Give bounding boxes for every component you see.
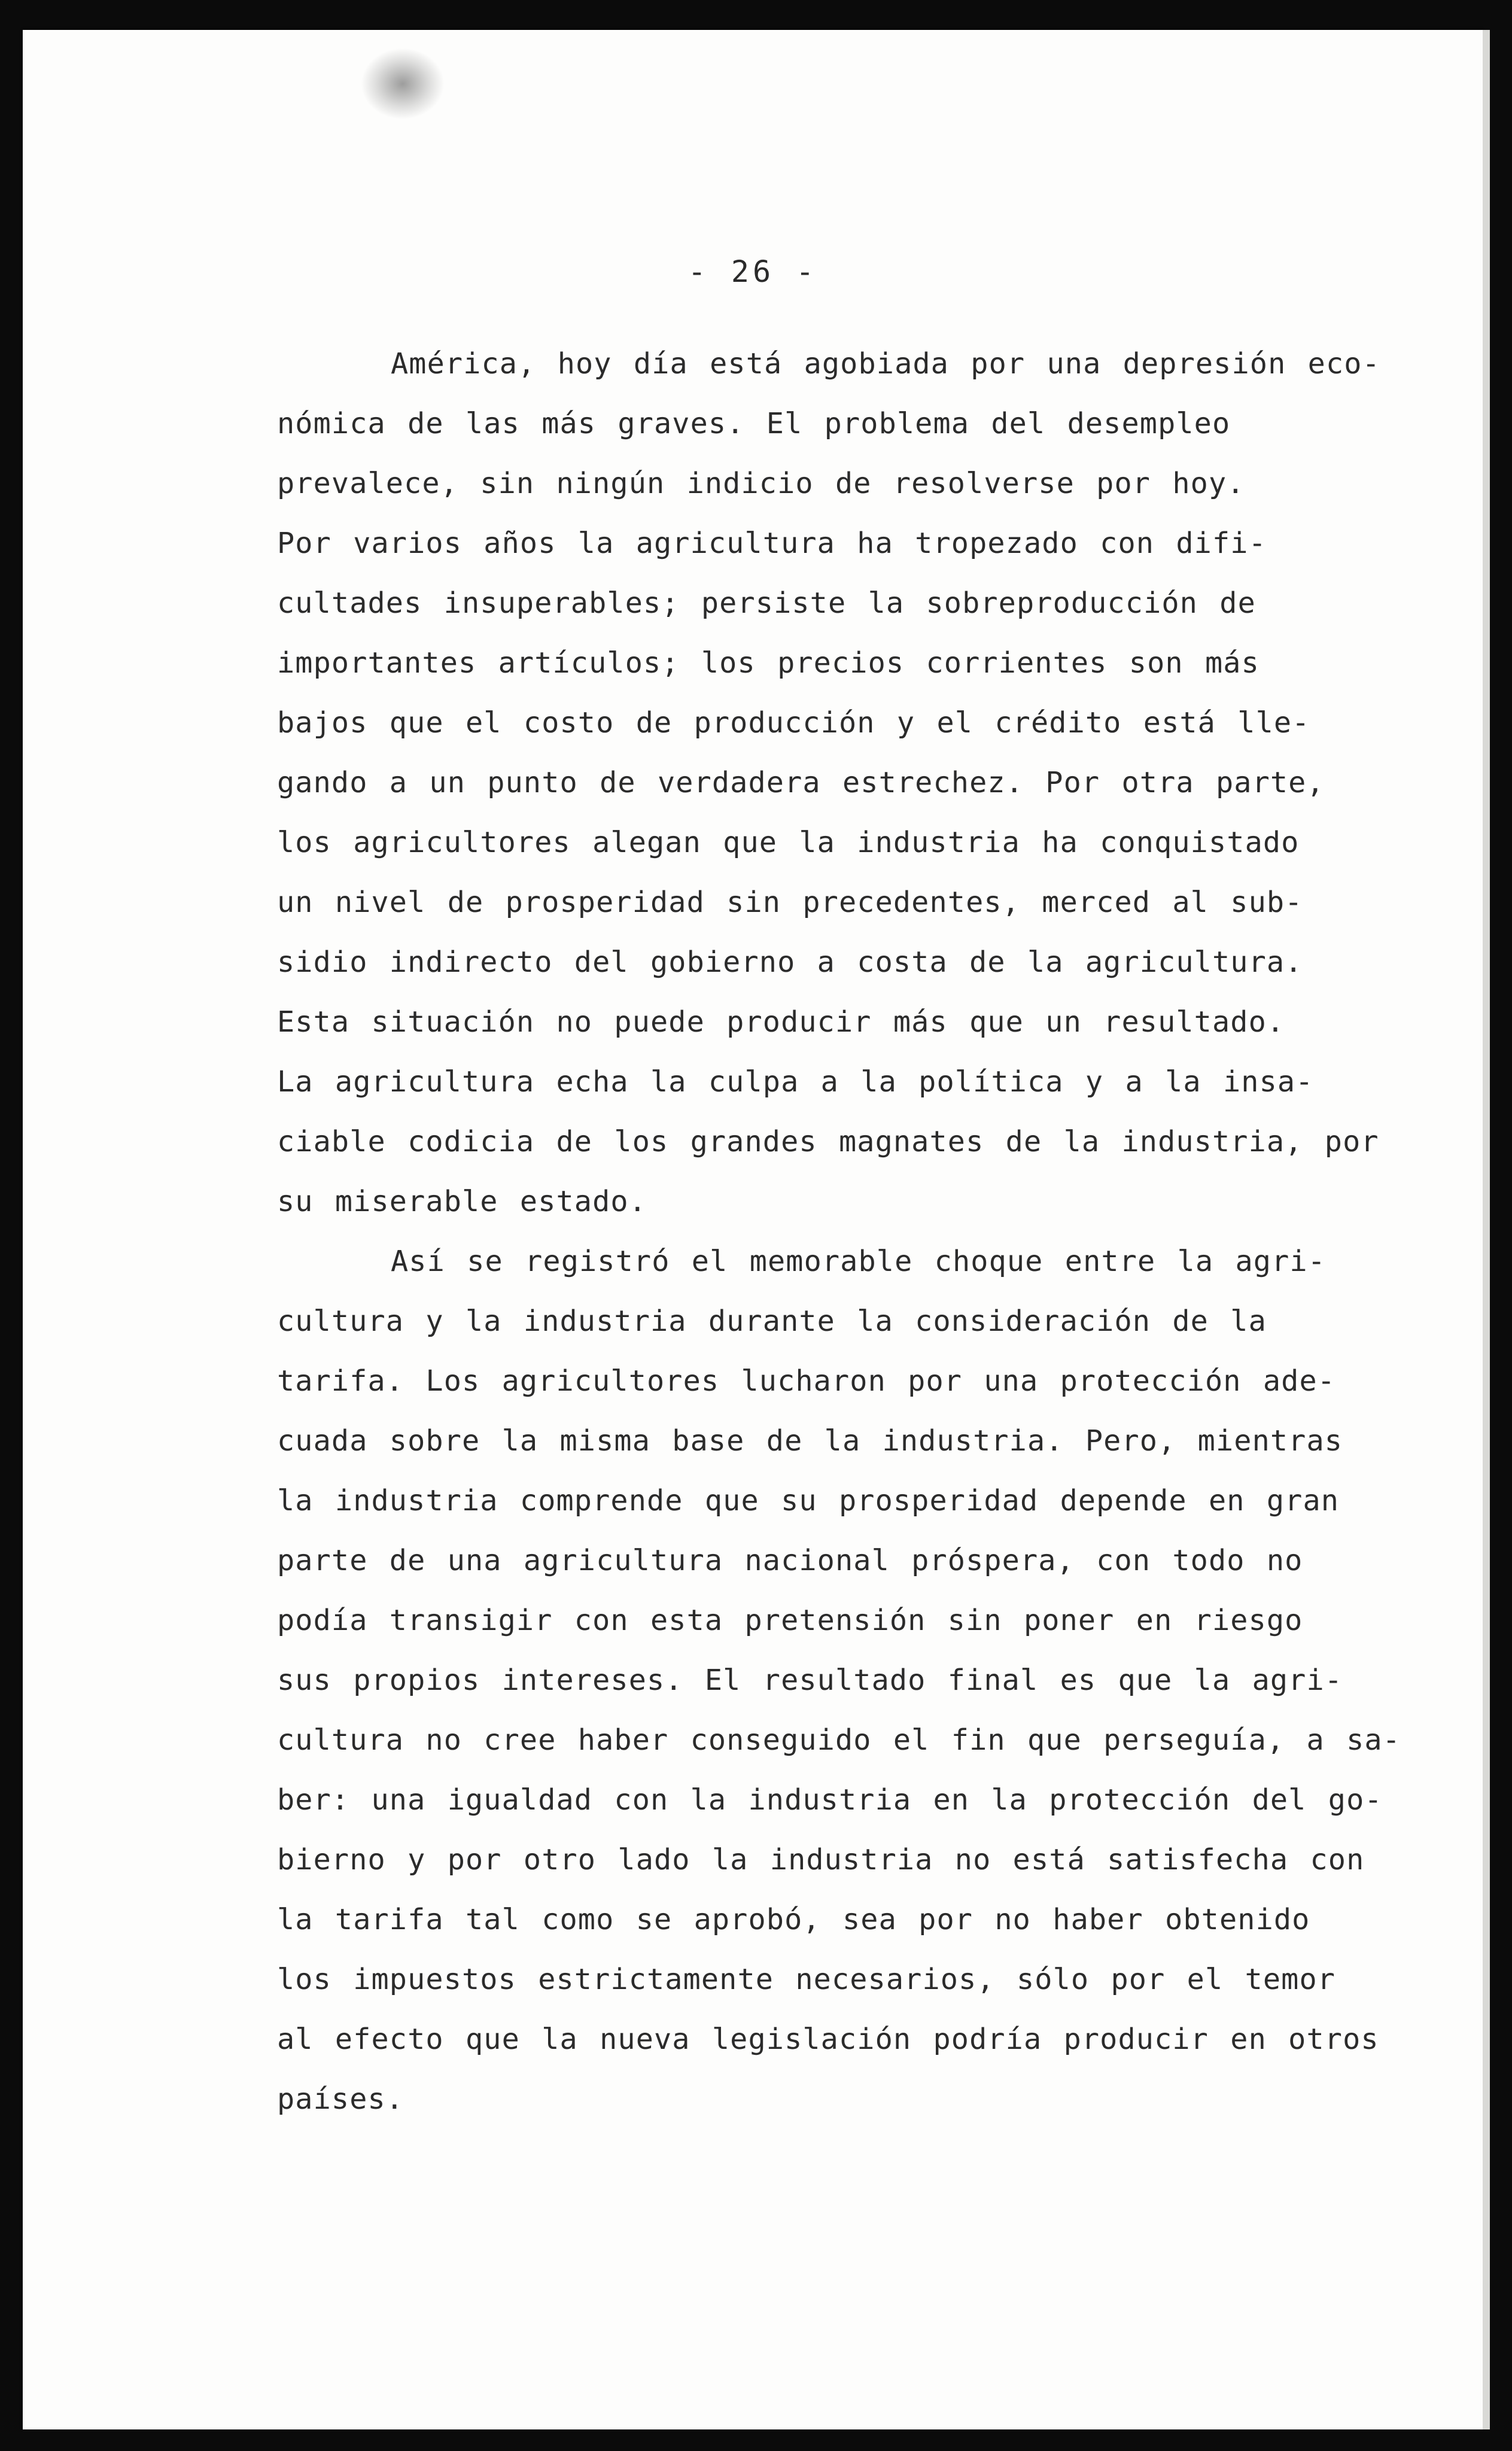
- text-line: bajos que el costo de producción y el crédito está lle-: [277, 706, 1310, 740]
- text-line: países.: [277, 2082, 404, 2116]
- text-line: Por varios años la agricultura ha tropezado con difi-: [277, 527, 1267, 560]
- text-line: Esta situación no puede producir más que un resultado.: [277, 1005, 1285, 1039]
- text-line: podía transigir con esta pretensión sin poner en riesgo: [277, 1604, 1303, 1637]
- text-line: cultura no cree haber conseguido el fin que perseguía, a sa-: [277, 1723, 1401, 1757]
- body-text: [277, 334, 1401, 2129]
- page-edge: [1483, 30, 1490, 2429]
- text-line: la industria comprende que su prosperidad depende en gran: [277, 1484, 1340, 1518]
- text-line: ber: una igualdad con la industria en la protección del go-: [277, 1783, 1383, 1817]
- text-line: América, hoy día está agobiada por una depresión eco-: [391, 347, 1380, 381]
- text-line: la tarifa tal como se aprobó, sea por no haber obtenido: [277, 1903, 1310, 1936]
- text-line: La agricultura echa la culpa a la política y a la insa-: [277, 1065, 1314, 1099]
- text-line: importantes artículos; los precios corrientes son más: [277, 646, 1260, 680]
- text-line: parte de una agricultura nacional próspera, con todo no: [277, 1544, 1303, 1577]
- page-number: - 26 -: [687, 254, 818, 289]
- text-line: tarifa. Los agricultores lucharon por una protección ade-: [277, 1364, 1336, 1398]
- text-line: Así se registró el memorable choque entre la agri-: [391, 1245, 1326, 1278]
- text-line: sus propios intereses. El resultado final es que la agri-: [277, 1664, 1343, 1697]
- text-line: cultura y la industria durante la consideración de la: [277, 1304, 1267, 1338]
- text-line: los impuestos estrictamente necesarios, sólo por el temor: [277, 1963, 1336, 1996]
- paragraph-1: [277, 334, 1384, 1231]
- text-line: su miserable estado.: [277, 1185, 647, 1218]
- text-line: prevalece, sin ningún indicio de resolverse por hoy.: [277, 467, 1245, 500]
- text-line: bierno y por otro lado la industria no está satisfecha con: [277, 1843, 1365, 1877]
- ink-smudge: [361, 48, 445, 120]
- text-line: nómica de las más graves. El problema del desempleo: [277, 407, 1231, 440]
- text-line: sidio indirecto del gobierno a costa de la agricultura.: [277, 945, 1303, 979]
- text-line: gando a un punto de verdadera estrechez. Por otra parte,: [277, 766, 1325, 799]
- document-page: [23, 30, 1483, 2429]
- text-line: los agricultores alegan que la industria ha conquistado: [277, 826, 1300, 859]
- text-line: cultades insuperables; persiste la sobreproducción de: [277, 586, 1256, 620]
- text-line: un nivel de prosperidad sin precedentes, merced al sub-: [277, 886, 1303, 919]
- text-line: ciable codicia de los grandes magnates de la industria, por: [277, 1125, 1379, 1158]
- paragraph-2: [277, 1231, 1401, 2129]
- text-line: cuada sobre la misma base de la industria. Pero, mientras: [277, 1424, 1343, 1458]
- text-line: al efecto que la nueva legislación podría producir en otros: [277, 2023, 1379, 2056]
